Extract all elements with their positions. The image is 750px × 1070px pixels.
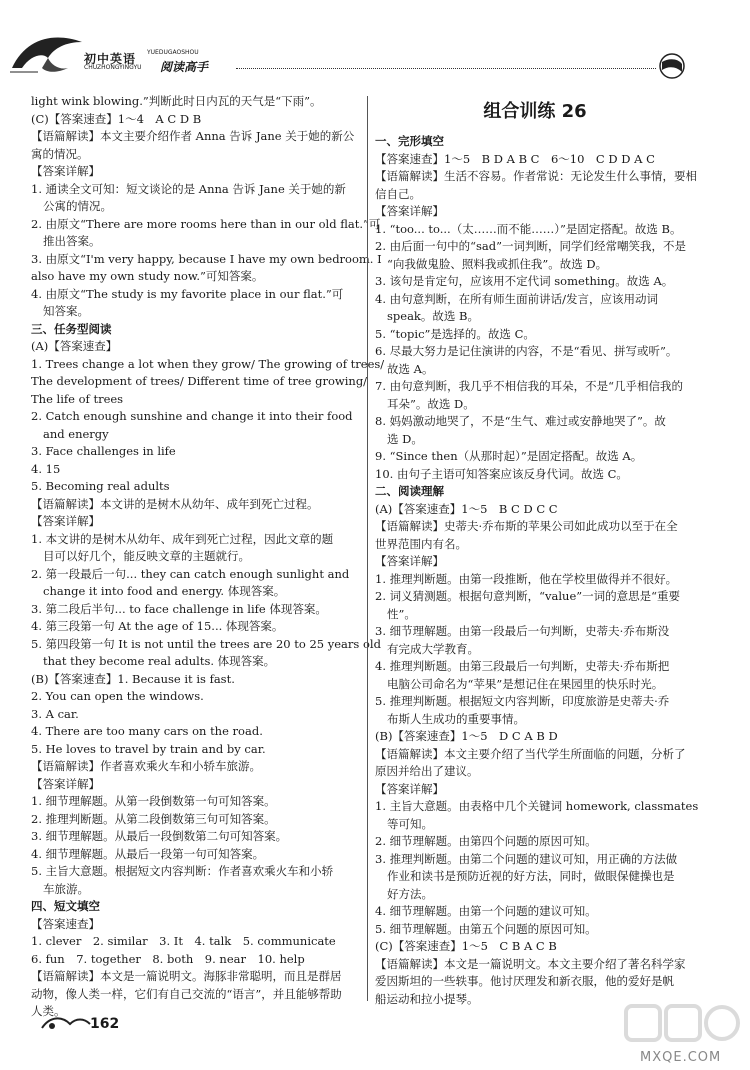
page-ornament-icon: [40, 1012, 92, 1036]
text-line: 2. 由原文“There are more rooms here than in our old flat.”可: [31, 216, 381, 231]
text-line: 车旅游。: [43, 881, 89, 896]
text-line: also have my own study now.”可知答案。: [31, 269, 264, 283]
text-line: 3. 推理判断题。由第二个问题的建议可知，用正确的方法做: [375, 851, 678, 866]
text-line: 【语篇解读】本文是一篇说明文。本文主要介绍了著名科学家: [375, 956, 686, 971]
text-line: 4. 细节理解题。由第一个问题的建议可知。: [375, 904, 597, 918]
text-line: 耳朵”。故选 D。: [387, 396, 475, 411]
text-line: change it into food and energy. 体现答案。: [43, 584, 286, 598]
text-line: 【语篇解读】史蒂夫·乔布斯的苹果公司如此成功以至于在全: [375, 519, 678, 533]
text-line: 故选 A。: [387, 361, 434, 376]
text-line: 原因并给出了建议。: [375, 764, 479, 778]
text-line: 好方法。: [387, 886, 433, 901]
header-pinyin-line-2: CHUZHONGYINGYU: [84, 64, 142, 71]
text-line: 【答案详解】: [375, 781, 444, 796]
text-line: 10. 由句子主语可知答案应该反身代词。故选 C。: [375, 466, 628, 481]
text-line: 【语篇解读】生活不容易。作者常说：无论发生什么事情，要相: [375, 169, 697, 183]
text-line: 4. 15: [31, 461, 61, 476]
text-line: (A)【答案速查】1～5 B C D C C: [375, 501, 558, 516]
text-line: 【语篇解读】作者喜欢乘火车和小轿车旅游。: [31, 759, 261, 773]
text-line: 等可知。: [387, 816, 433, 831]
text-line: 4. 推理判断题。由第三段最后一句判断，史蒂夫·乔布斯把: [375, 659, 670, 673]
text-line: 2. 词义猜测题。根据句意判断，“value”一词的意思是“重要: [375, 589, 681, 603]
text-line: 5. “topic”是选择的。故选 C。: [375, 326, 535, 341]
text-line: 布斯人生成功的重要事情。: [387, 711, 525, 726]
text-line: (C)【答案速查】1～4 A C D B: [31, 111, 202, 126]
text-line: 性”。: [387, 606, 416, 621]
text-line: 1. 细节理解题。从第一段倒数第一句可知答案。: [31, 794, 276, 808]
text-line: 4. 由原文“The study is my favorite place in our flat.”可: [31, 286, 344, 301]
text-line: 2. 推理判断题。从第二段倒数第三句可知答案。: [31, 811, 276, 826]
text-line: light wink blowing.”判断此时日内瓦的天气是“下雨”。: [31, 94, 322, 108]
text-line: 4. 由句意判断，在所有师生面前讲话/发言，应该用动词: [375, 291, 658, 306]
text-line: 【答案详解】: [375, 204, 444, 218]
text-line: (B)【答案速查】1～5 D C A B D: [375, 729, 558, 743]
dolphin-logo-icon: [8, 28, 88, 78]
text-line: that they become real adults. 体现答案。: [43, 654, 276, 668]
text-line: 【语篇解读】本文讲的是树木从幼年、成年到死亡过程。: [31, 496, 319, 511]
text-line: 5. He loves to travel by train and by car.: [31, 741, 266, 756]
text-line: 3. A car.: [31, 706, 79, 721]
header-title-2: 阅读高手: [160, 60, 209, 74]
text-line: 1. 主旨大意题。由表格中几个关键词 homework, classmates: [375, 799, 699, 813]
text-line: The life of trees: [31, 391, 124, 406]
text-line: (B)【答案速查】1. Because it is fast.: [31, 671, 235, 686]
left-column: [31, 93, 385, 1021]
text-line: 动物，像人类一样，它们有自己交流的“语言”，并且能够帮助: [31, 986, 342, 1001]
text-line: 2. You can open the windows.: [31, 689, 204, 703]
text-line: 电脑公司命名为“苹果”是想记住在果园里的快乐时光。: [387, 676, 664, 691]
text-line: 2. 细节理解题。由第四个问题的原因可知。: [375, 834, 597, 848]
text-line: 一、完形填空: [375, 134, 444, 148]
header-pinyin: [147, 49, 199, 56]
header-dotted-rule: [236, 68, 656, 69]
text-line: 【答案详解】: [31, 164, 100, 178]
text-line: 知答案。: [43, 304, 89, 318]
text-line: 信自己。: [375, 186, 421, 201]
text-line: 寓的情况。: [31, 146, 89, 161]
text-line: 2. 由后面一句中的“sad”一词判断，同学们经常嘲笑我，不是: [375, 239, 687, 253]
text-line: 目可以好几个，能反映文章的主题就行。: [43, 549, 250, 563]
text-line: 5. 推理判断题。根据短文内容判断，印度旅游是史蒂夫·乔: [375, 694, 670, 708]
text-line: 3. 由原文“I'm very happy, because I have my own bedroom. I: [31, 251, 382, 266]
text-line: (A)【答案速查】: [31, 339, 118, 353]
ball-icon: [658, 52, 686, 80]
text-line: 【语篇解读】本文是一篇说明文。海豚非常聪明，而且是群居: [31, 969, 342, 983]
text-line: 四、短文填空: [31, 899, 100, 913]
right-column: [375, 93, 699, 1008]
text-line: 2. Catch enough sunshine and change it into their food: [31, 409, 353, 423]
text-line: 4. 细节理解题。从最后一段第一句可知答案。: [31, 846, 265, 861]
text-line: 1. 通读全文可知：短文谈论的是 Anna 告诉 Jane 关于她的新: [31, 181, 346, 196]
column-divider: [367, 96, 368, 1001]
text-line: 7. 由句意判断，我几乎不相信我的耳朵，不是“几乎相信我的: [375, 379, 684, 393]
text-line: 【语篇解读】本文主要介绍了当代学生所面临的问题，分析了: [375, 746, 686, 761]
section-title: 组合训练 26: [483, 101, 587, 122]
text-line: 8. 妈妈激动地哭了，不是“生气、难过或安静地哭了”。故: [375, 414, 666, 428]
text-line: 选 D。: [387, 431, 423, 446]
text-line: 有完成大学教育。: [387, 641, 479, 656]
watermark-text: MXQE.COM: [640, 1050, 722, 1065]
text-line: “向我做鬼脸、照料我或抓住我”。故选 D。: [387, 256, 608, 271]
text-line: 9. “Since then（从那时起）”是固定搭配。故选 A。: [375, 449, 643, 463]
page-header: [0, 0, 750, 92]
text-line: speak。故选 B。: [387, 309, 479, 323]
text-line: 作业和读书是预防近视的好方法，同时，做眼保健操也是: [387, 869, 675, 883]
text-line: 【答案速查】1～5 B D A B C 6～10 C D D A C: [375, 151, 655, 166]
page-number: 162: [90, 1016, 120, 1032]
text-line: 3. 细节理解题。由第一段最后一句判断，史蒂夫·乔布斯没: [375, 624, 670, 638]
text-line: 1. 推理判断题。由第一段推断，他在学校里做得并不很好。: [375, 571, 678, 586]
text-line: 3. 细节理解题。从最后一段倒数第二句可知答案。: [31, 829, 288, 843]
text-line: (C)【答案速查】1～5 C B A C B: [375, 939, 557, 953]
text-line: 1. 本文讲的是树木从幼年、成年到死亡过程，因此文章的题: [31, 531, 334, 546]
text-line: 6. 尽最大努力是记住演讲的内容，不是“看见、拼写或听”。: [375, 344, 678, 358]
text-line: 4. There are too many cars on the road.: [31, 724, 263, 738]
text-line: 推出答案。: [43, 234, 101, 248]
text-line: 【语篇解读】本文主要介绍作者 Anna 告诉 Jane 关于她的新公: [31, 129, 355, 143]
text-line: 爱因斯坦的一些轶事。他讨厌理发和新衣服，他的爱好是帆: [375, 974, 674, 988]
text-line: 【答案详解】: [31, 776, 100, 791]
text-line: 3. 该句是肯定句，应该用不定代词 something。故选 A。: [375, 274, 674, 288]
text-line: The development of trees/ Different time of tree growing/: [31, 374, 368, 388]
text-line: 5. Becoming real adults: [31, 479, 170, 493]
header-title: 初中英语: [84, 52, 137, 66]
text-line: 5. 第四段第一句 It is not until the trees are 20 to 25 years old: [31, 636, 381, 651]
text-line: 4. 第三段第一句 At the age of 15... 体现答案。: [31, 619, 284, 633]
text-line: 5. 主旨大意题。根据短文内容判断：作者喜欢乘火车和小轿: [31, 864, 334, 878]
text-line: 【答案详解】: [31, 514, 100, 528]
text-line: 1. clever 2. similar 3. It 4. talk 5. communicate: [31, 934, 336, 948]
text-line: 6. fun 7. together 8. both 9. near 10. help: [31, 951, 305, 966]
text-line: 3. 第二段后半句... to face challenge in life 体现答案。: [31, 601, 327, 616]
text-line: 5. 细节理解题。由第五个问题的原因可知。: [375, 921, 597, 936]
text-line: 1. “too... to...（太……而不能……）”是固定搭配。故选 B。: [375, 221, 682, 236]
text-line: and energy: [43, 426, 109, 441]
text-line: 三、任务型阅读: [31, 321, 112, 336]
text-line: 3. Face challenges in life: [31, 444, 176, 458]
text-line: 船运动和拉小提琴。: [375, 991, 479, 1006]
text-line: 2. 第一段最后一句... they can catch enough sunlight and: [31, 566, 350, 581]
text-line: 人类。: [31, 1004, 66, 1018]
text-line: 公寓的情况。: [43, 199, 112, 213]
text-line: 【答案速查】: [31, 916, 100, 931]
text-line: 1. Trees change a lot when they grow/ The growing of trees/: [31, 356, 385, 371]
header-pinyin-line-1: YUEDUGAOSHOU: [147, 49, 199, 56]
text-line: 二、阅读理解: [375, 484, 444, 498]
text-line: 【答案详解】: [375, 554, 444, 568]
text-line: 世界范围内有名。: [375, 536, 467, 551]
